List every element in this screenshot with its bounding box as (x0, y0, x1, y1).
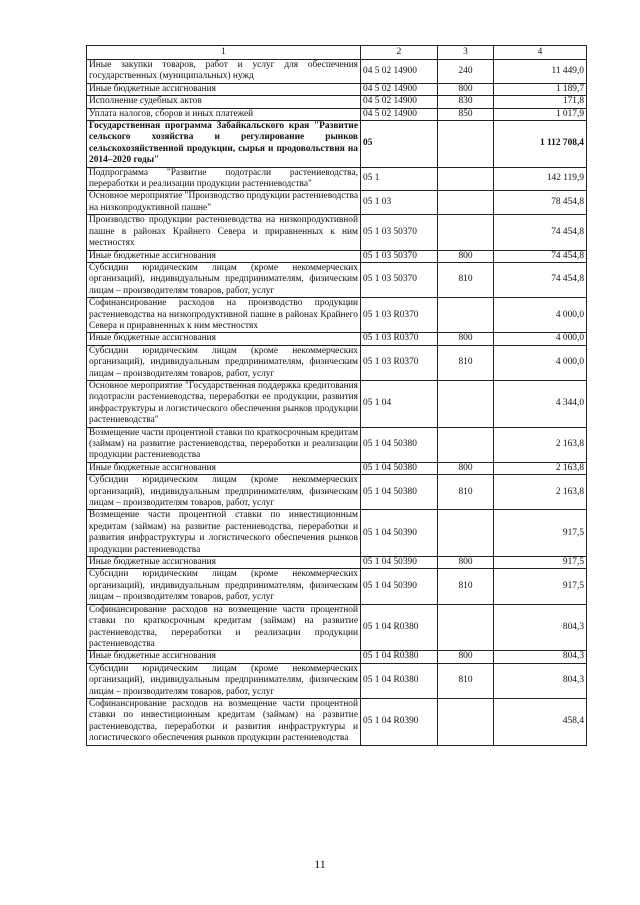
row-name-cell: Подпрограмма "Развитие подотрасли растениеводства, переработки и реализации продукции растениеводства" (87, 167, 361, 191)
row-name-cell: Субсидии юридическим лицам (кроме некоммерческих организаций), индивидуальным предпринимателям, физическим лицам – производителям товаров, работ, услуг (87, 345, 361, 380)
budget-table (86, 45, 587, 746)
table-row (87, 427, 587, 462)
row-code-cell: 05 1 03 (361, 191, 438, 215)
row-code-cell: 04 5 02 14900 (361, 108, 438, 120)
row-name-cell: Иные закупки товаров, работ и услуг для обеспечения государственных (муниципальных) нужд (87, 60, 361, 84)
row-name-cell: Основное мероприятие "Производство продукции растениеводства на низкопродуктивной пашне" (87, 191, 361, 215)
row-sum-cell: 2 163,8 (494, 475, 587, 510)
table-row (87, 262, 587, 297)
row-sum-cell: 4 000,0 (494, 333, 587, 345)
row-sum-cell: 804,3 (494, 651, 587, 663)
row-code-cell: 04 5 02 14900 (361, 83, 438, 95)
row-code-cell: 05 1 03 50370 (361, 250, 438, 262)
row-vr-cell: 810 (438, 663, 494, 698)
row-vr-cell (438, 167, 494, 191)
table-row (87, 604, 587, 651)
row-code-cell: 05 1 04 (361, 380, 438, 427)
row-name-cell: Субсидии юридическим лицам (кроме некоммерческих организаций), индивидуальным предпринимателям, физическим лицам – производителям товаров, работ, услуг (87, 569, 361, 604)
row-code-cell: 04 5 02 14900 (361, 60, 438, 84)
table-body (87, 60, 587, 746)
table-row (87, 663, 587, 698)
row-name-cell: Уплата налогов, сборов и иных платежей (87, 108, 361, 120)
table-row (87, 333, 587, 345)
page-number: 11 (314, 857, 326, 871)
row-sum-cell: 1 017,9 (494, 108, 587, 120)
table-row (87, 475, 587, 510)
header-col-2: 2 (361, 46, 438, 60)
table-row (87, 345, 587, 380)
row-vr-cell: 830 (438, 96, 494, 108)
row-sum-cell: 171,8 (494, 96, 587, 108)
row-code-cell: 05 1 04 50380 (361, 427, 438, 462)
table-row (87, 83, 587, 95)
row-name-cell: Софинансирование расходов на возмещение части процентной ставки по инвестиционным кредитам (займам) на развитие растениеводства, переработки и развития инфраструктуры и логистического обеспечения рынков продукции растениеводства (87, 698, 361, 745)
table-row (87, 250, 587, 262)
table-row (87, 510, 587, 557)
row-code-cell: 05 1 04 50390 (361, 569, 438, 604)
row-code-cell: 05 1 03 R0370 (361, 298, 438, 333)
table-row (87, 651, 587, 663)
row-code-cell: 04 5 02 14900 (361, 96, 438, 108)
row-vr-cell (438, 510, 494, 557)
row-sum-cell: 458,4 (494, 698, 587, 745)
row-vr-cell: 810 (438, 345, 494, 380)
row-code-cell: 05 1 03 50370 (361, 262, 438, 297)
row-sum-cell: 4 000,0 (494, 345, 587, 380)
row-sum-cell: 4 344,0 (494, 380, 587, 427)
table-row (87, 167, 587, 191)
row-code-cell: 05 1 (361, 167, 438, 191)
row-vr-cell (438, 604, 494, 651)
row-code-cell: 05 1 03 R0370 (361, 333, 438, 345)
row-code-cell: 05 1 03 50370 (361, 215, 438, 250)
row-sum-cell: 804,3 (494, 663, 587, 698)
row-name-cell: Возмещение части процентной ставки по краткосрочным кредитам (займам) на развитие растениеводства, переработки и реализации продукции растениеводства (87, 427, 361, 462)
table-row (87, 96, 587, 108)
header-col-4: 4 (494, 46, 587, 60)
row-name-cell: Возмещение части процентной ставки по инвестиционным кредитам (займам) на развитие растениеводства, переработки и развития инфраструктуры и логистического обеспечения рынков продукции растениеводства (87, 510, 361, 557)
table-row (87, 215, 587, 250)
header-row (87, 46, 587, 60)
table-row (87, 60, 587, 84)
row-code-cell: 05 1 04 50390 (361, 510, 438, 557)
row-name-cell: Основное мероприятие "Государственная поддержка кредитования подотрасли растениеводства, переработки ее продукции, развития инфраструктуры и логистического обеспечения рынков продукции растениеводства" (87, 380, 361, 427)
row-vr-cell: 800 (438, 651, 494, 663)
table-row (87, 569, 587, 604)
row-vr-cell (438, 380, 494, 427)
row-name-cell: Субсидии юридическим лицам (кроме некоммерческих организаций), индивидуальным предпринимателям, физическим лицам – производителям товаров, работ, услуг (87, 663, 361, 698)
row-vr-cell (438, 215, 494, 250)
row-sum-cell: 78 454,8 (494, 191, 587, 215)
row-name-cell: Иные бюджетные ассигнования (87, 462, 361, 474)
row-vr-cell: 800 (438, 83, 494, 95)
row-code-cell: 05 1 04 50380 (361, 475, 438, 510)
row-code-cell: 05 1 04 50380 (361, 462, 438, 474)
row-sum-cell: 917,5 (494, 557, 587, 569)
row-vr-cell (438, 427, 494, 462)
row-sum-cell: 4 000,0 (494, 298, 587, 333)
row-name-cell: Иные бюджетные ассигнования (87, 557, 361, 569)
row-code-cell: 05 1 04 R0380 (361, 663, 438, 698)
row-vr-cell (438, 121, 494, 168)
row-sum-cell: 74 454,8 (494, 215, 587, 250)
header-col-1: 1 (87, 46, 361, 60)
table-row (87, 298, 587, 333)
row-sum-cell: 2 163,8 (494, 427, 587, 462)
row-vr-cell: 810 (438, 475, 494, 510)
row-vr-cell: 800 (438, 250, 494, 262)
table-row (87, 121, 587, 168)
row-sum-cell: 917,5 (494, 510, 587, 557)
row-sum-cell: 11 449,0 (494, 60, 587, 84)
row-name-cell: Субсидии юридическим лицам (кроме некоммерческих организаций), индивидуальным предпринимателям, физическим лицам – производителям товаров, работ, услуг (87, 262, 361, 297)
table-row (87, 462, 587, 474)
row-sum-cell: 142 119,9 (494, 167, 587, 191)
row-code-cell: 05 1 04 R0390 (361, 698, 438, 745)
row-name-cell: Производство продукции растениеводства на низкопродуктивной пашне в районах Крайнего Севера и приравненных к ним местностях (87, 215, 361, 250)
row-code-cell: 05 1 03 R0370 (361, 345, 438, 380)
row-vr-cell: 810 (438, 569, 494, 604)
row-vr-cell (438, 698, 494, 745)
row-code-cell: 05 1 04 50390 (361, 557, 438, 569)
table-row (87, 108, 587, 120)
row-sum-cell: 74 454,8 (494, 250, 587, 262)
row-sum-cell: 2 163,8 (494, 462, 587, 474)
row-vr-cell: 800 (438, 462, 494, 474)
row-name-cell: Иные бюджетные ассигнования (87, 651, 361, 663)
header-col-3: 3 (438, 46, 494, 60)
row-sum-cell: 1 112 708,4 (494, 121, 587, 168)
row-vr-cell: 850 (438, 108, 494, 120)
row-vr-cell: 240 (438, 60, 494, 84)
row-name-cell: Государственная программа Забайкальского края "Развитие сельского хозяйства и регулирование рынков сельскохозяйственной продукции, сырья и продовольствия на 2014–2020 годы" (87, 121, 361, 168)
row-vr-cell (438, 298, 494, 333)
row-sum-cell: 1 189,7 (494, 83, 587, 95)
row-vr-cell: 810 (438, 262, 494, 297)
row-name-cell: Иные бюджетные ассигнования (87, 83, 361, 95)
row-name-cell: Иные бюджетные ассигнования (87, 333, 361, 345)
row-sum-cell: 804,3 (494, 604, 587, 651)
row-name-cell: Софинансирование расходов на производство продукции растениеводства на низкопродуктивной пашне в районах Крайнего Севера и приравненных к ним местностях (87, 298, 361, 333)
row-name-cell: Иные бюджетные ассигнования (87, 250, 361, 262)
row-name-cell: Софинансирование расходов на возмещение части процентной ставки по краткосрочным кредитам (займам) на развитие растениеводства, переработки и реализации продукции растениеводства (87, 604, 361, 651)
table-row (87, 557, 587, 569)
row-code-cell: 05 1 04 R0380 (361, 604, 438, 651)
row-name-cell: Субсидии юридическим лицам (кроме некоммерческих организаций), индивидуальным предпринимателям, физическим лицам – производителям товаров, работ, услуг (87, 475, 361, 510)
row-vr-cell: 800 (438, 557, 494, 569)
row-vr-cell (438, 191, 494, 215)
row-sum-cell: 917,5 (494, 569, 587, 604)
table-row (87, 698, 587, 745)
row-name-cell: Исполнение судебных актов (87, 96, 361, 108)
table-row (87, 191, 587, 215)
row-code-cell: 05 (361, 121, 438, 168)
row-code-cell: 05 1 04 R0380 (361, 651, 438, 663)
table-row (87, 380, 587, 427)
row-sum-cell: 74 454,8 (494, 262, 587, 297)
row-vr-cell: 800 (438, 333, 494, 345)
